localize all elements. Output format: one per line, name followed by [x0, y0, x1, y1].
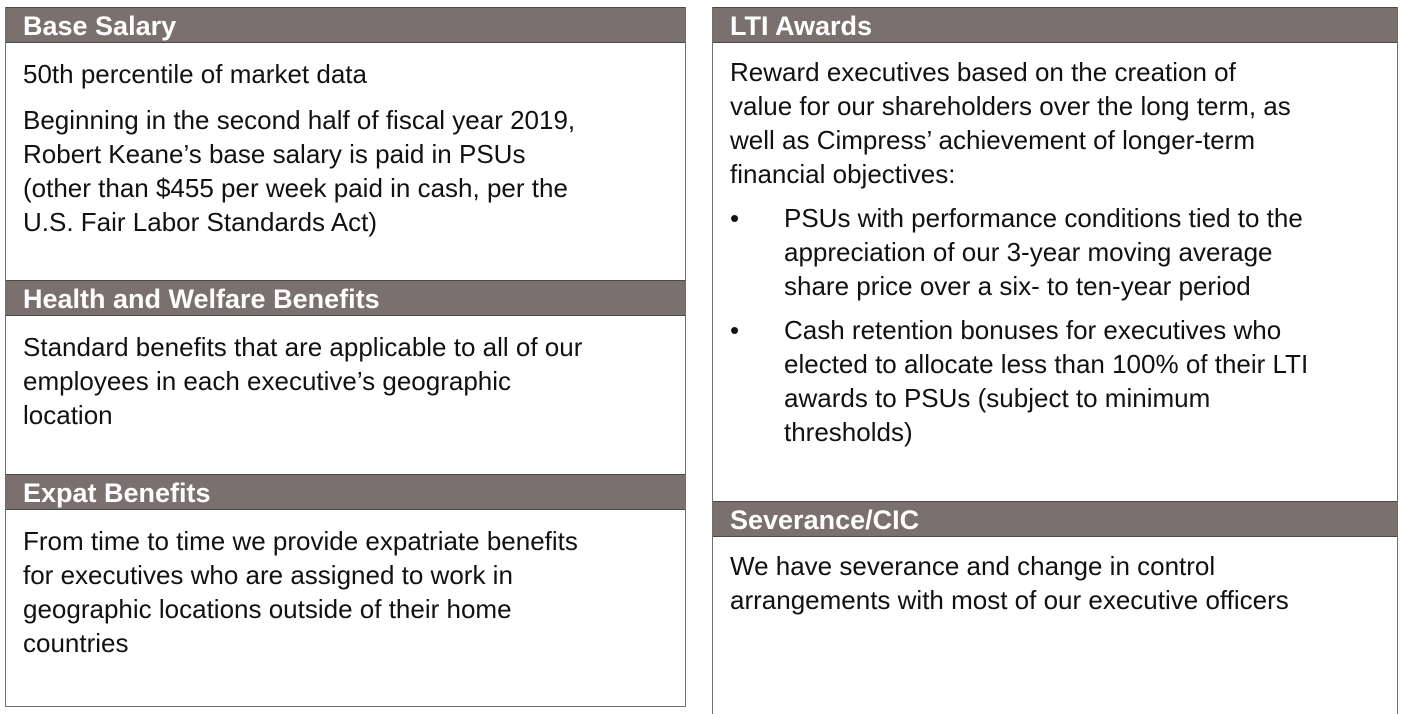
severance-cic-header: Severance/CIC: [713, 501, 1397, 537]
expat-benefits-section: [6, 474, 685, 707]
lti-bullet-line: share price over a six- to ten-year period: [784, 271, 1251, 301]
severance-cic-body: [713, 537, 1397, 617]
lti-intro-line: financial objectives:: [730, 159, 956, 189]
base-salary-line: U.S. Fair Labor Standards Act): [23, 207, 378, 237]
lti-bullet-line: awards to PSUs (subject to minimum: [784, 383, 1211, 413]
lti-intro-line: well as Cimpress’ achievement of longer-term: [730, 125, 1256, 155]
lti-bullet-line: Cash retention bonuses for executives who: [784, 315, 1282, 345]
bullet-icon: •: [730, 203, 740, 233]
lti-bullet-list: [730, 201, 1387, 449]
bullet-icon: •: [730, 315, 740, 345]
expat-benefits-line: From time to time we provide expatriate benefits: [23, 526, 578, 556]
health-welfare-line: Standard benefits that are applicable to all of our: [23, 332, 583, 362]
health-welfare-header: Health and Welfare Benefits: [6, 280, 685, 316]
expat-benefits-line: geographic locations outside of their home: [23, 594, 512, 624]
expat-benefits-header: Expat Benefits: [6, 474, 685, 510]
lti-awards-header: LTI Awards: [713, 7, 1397, 43]
lti-bullet-line: elected to allocate less than 100% of their LTI: [784, 349, 1309, 379]
health-welfare-line: employees in each executive’s geographic: [23, 366, 512, 396]
lti-bullet-cash-retention: [730, 313, 1387, 449]
severance-line: arrangements with most of our executive officers: [730, 585, 1289, 615]
base-salary-header: Base Salary: [6, 7, 685, 43]
expat-benefits-line: countries: [23, 628, 129, 658]
base-salary-line: Robert Keane’s base salary is paid in PSUs: [23, 139, 526, 169]
lti-awards-section: [713, 7, 1397, 501]
severance-cic-section: [713, 501, 1397, 714]
health-welfare-body: [6, 316, 685, 432]
bottom-divider: [6, 706, 685, 707]
base-salary-line: (other than $455 per week paid in cash, per the: [23, 173, 568, 203]
expat-benefits-body: [6, 510, 685, 660]
lti-intro-line: value for our shareholders over the long term, as: [730, 91, 1291, 121]
lti-bullet-line: appreciation of our 3-year moving average: [784, 237, 1273, 267]
lti-awards-intro: [730, 55, 1387, 191]
base-salary-section: [6, 7, 685, 280]
right-column: [712, 7, 1398, 714]
lti-bullet-line: PSUs with performance conditions tied to the: [784, 203, 1303, 233]
lti-bullet-line: thresholds): [784, 417, 913, 447]
base-salary-percentile: 50th percentile of market data: [23, 59, 367, 89]
health-welfare-section: [6, 280, 685, 474]
base-salary-psu-note: [23, 103, 675, 239]
lti-bullet-psus: [730, 201, 1387, 303]
left-column: [5, 7, 686, 707]
health-welfare-line: location: [23, 400, 113, 430]
severance-line: We have severance and change in control: [730, 551, 1216, 581]
base-salary-line: Beginning in the second half of fiscal year 2019,: [23, 105, 576, 135]
base-salary-body: [6, 43, 685, 239]
lti-intro-line: Reward executives based on the creation of: [730, 57, 1236, 87]
expat-benefits-line: for executives who are assigned to work in: [23, 560, 513, 590]
lti-awards-body: [713, 43, 1397, 449]
